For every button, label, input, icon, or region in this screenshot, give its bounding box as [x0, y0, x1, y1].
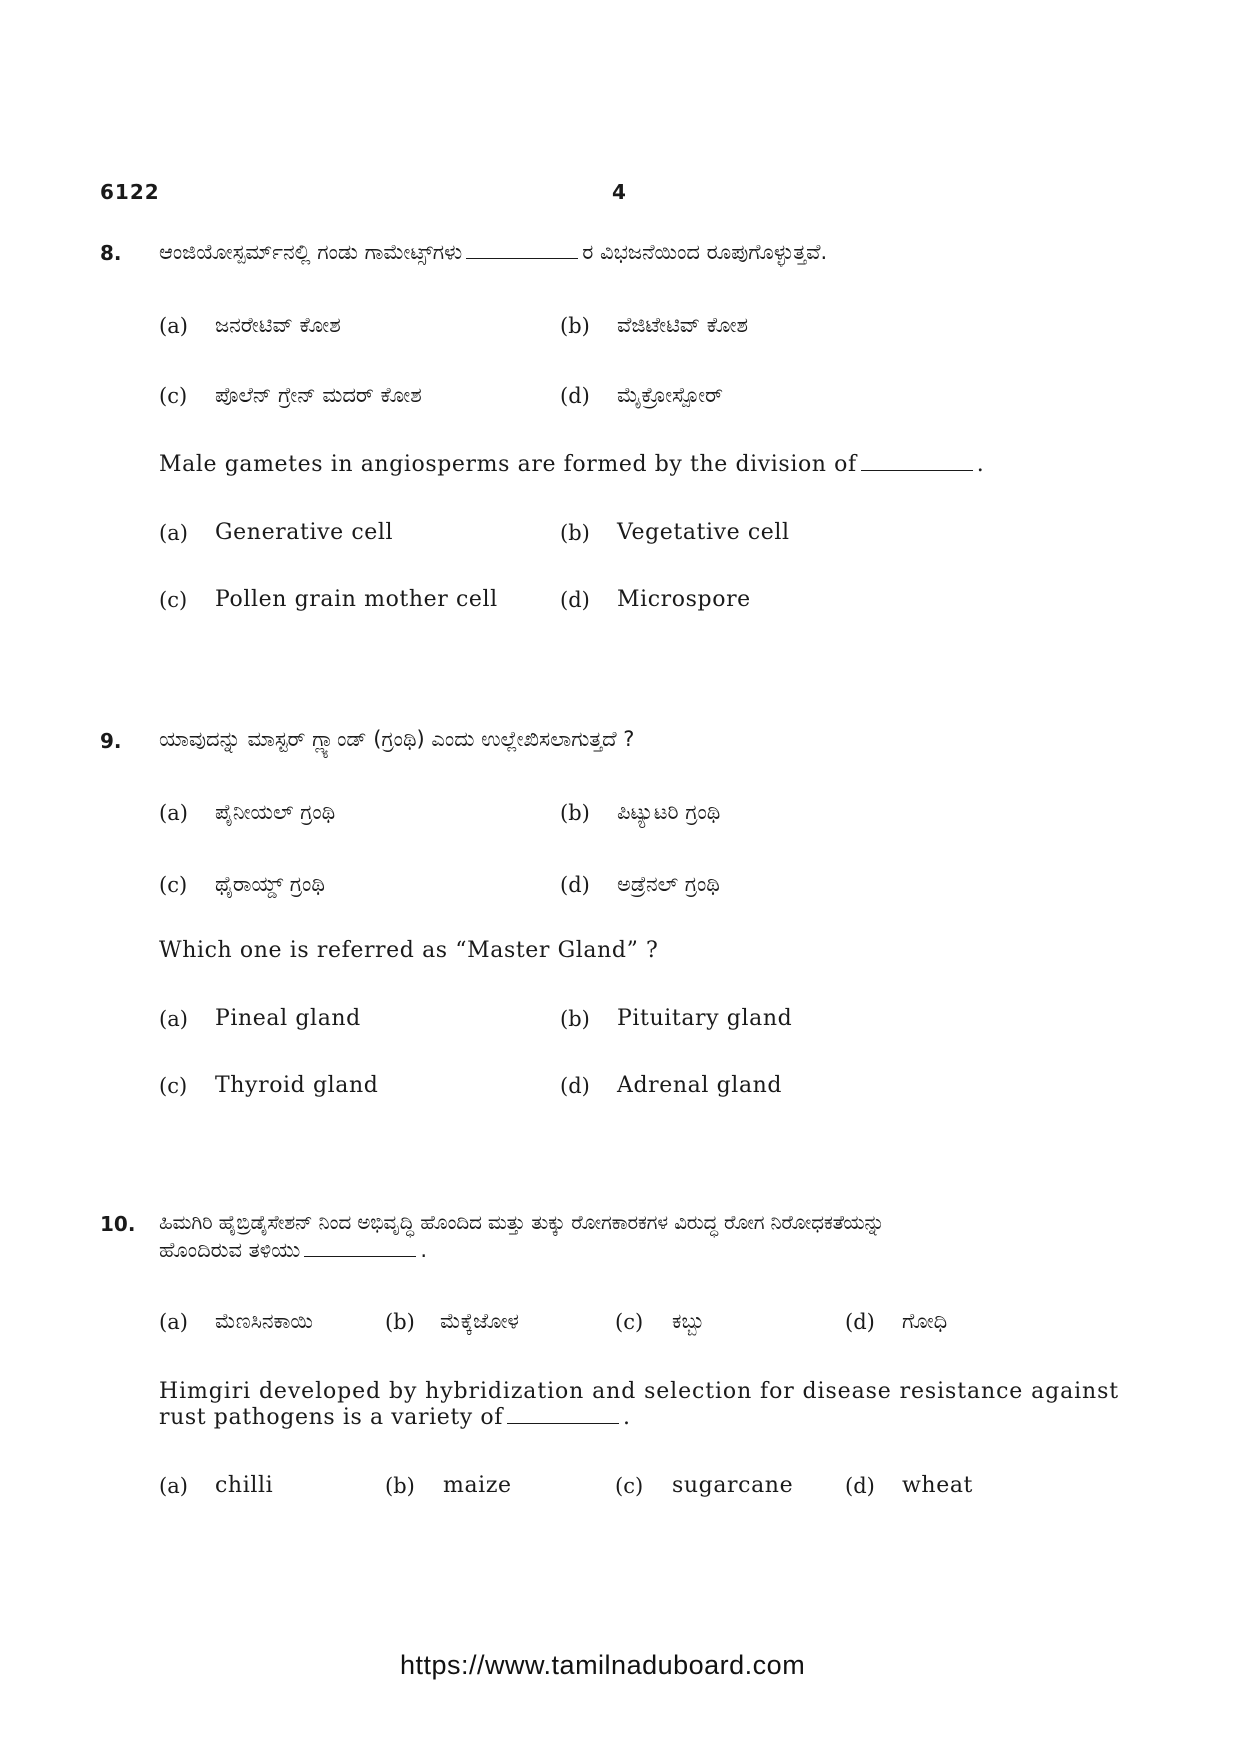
option-text: ವೆಜಿಟೇಟಿವ್ ಕೋಶ [617, 313, 748, 337]
option-label: (c) [159, 873, 188, 897]
answer-blank [304, 1238, 416, 1257]
option-label: (c) [615, 1474, 644, 1498]
option-label: (a) [159, 801, 188, 825]
option-label: (b) [560, 521, 590, 545]
option-text: Pollen grain mother cell [215, 587, 498, 612]
option-label: (c) [159, 588, 188, 612]
question-text-kannada-line2: ಹೊಂದಿರುವ ತಳಿಯು . [159, 1238, 428, 1262]
option-label: (a) [159, 1007, 188, 1031]
option-text: sugarcane [672, 1473, 794, 1498]
option-text: Adrenal gland [617, 1073, 783, 1098]
option-text: ಪಿಟ್ಯುಟರಿ ಗ್ರಂಥಿ [617, 800, 721, 824]
option-label: (a) [159, 1474, 188, 1498]
paper-code: 6122 [100, 180, 160, 204]
option-text: ಪೈನೀಯಲ್ ಗ್ರಂಥಿ [215, 800, 336, 824]
option-label: (a) [159, 1310, 188, 1334]
option-text: Generative cell [215, 520, 394, 545]
question-text-kannada-line1: ಹಿಮಗಿರಿ ಹೈಬ್ರಿಡೈಸೇಶನ್ ನಿಂದ ಅಭಿವೃದ್ಧಿ ಹೊಂದಿದ ಮತ್ತು ತುಕ್ಕು ರೋಗಕಾರಕಗಳ ವಿರುದ್ಧ ರೋಗ ನಿರೋಧಕತೆಯನ್ನು [159, 1210, 885, 1234]
answer-blank [466, 240, 578, 259]
option-text: maize [443, 1473, 512, 1498]
option-label: (d) [845, 1310, 875, 1334]
question-text-kannada: ಆಂಜಿಯೋಸ್ಪರ್ಮ್‌ನಲ್ಲಿ ಗಂಡು ಗಾಮೇಟ್ಸ್‌ಗಳು ರ ವಿಭಜನೆಯಿಂದ ರೂಪುಗೊಳ್ಳುತ್ತವೆ. [159, 240, 828, 264]
option-label: (d) [560, 1074, 590, 1098]
option-text: ಜನರೇಟಿವ್ ಕೋಶ [215, 313, 341, 337]
option-label: (d) [560, 873, 590, 897]
page-number: 4 [612, 180, 627, 204]
option-text: Microspore [617, 587, 751, 612]
question-text-english-line2: rust pathogens is a variety of . [159, 1405, 631, 1430]
option-text: Vegetative cell [617, 520, 790, 545]
option-text: ಅಡ್ರೆನಲ್ ಗ್ರಂಥಿ [617, 872, 720, 896]
option-text: Pineal gland [215, 1006, 361, 1031]
question-number: 10. [100, 1212, 136, 1236]
option-label: (a) [159, 521, 188, 545]
option-label: (b) [385, 1310, 415, 1334]
option-label: (d) [845, 1474, 875, 1498]
option-text: wheat [902, 1473, 973, 1498]
option-text: ಮೆಣಸಿನಕಾಯಿ [215, 1309, 313, 1333]
option-label: (b) [385, 1474, 415, 1498]
question-text-english: Male gametes in angiosperms are formed by the division of . [159, 452, 985, 477]
option-text: ಕಬ್ಬು [672, 1309, 705, 1333]
option-text: chilli [215, 1473, 274, 1498]
option-label: (b) [560, 314, 590, 338]
option-text: Pituitary gland [617, 1006, 793, 1031]
question-number: 9. [100, 729, 122, 753]
question-number: 8. [100, 241, 122, 265]
option-label: (a) [159, 314, 188, 338]
option-text: ಪೊಲೆನ್ ಗ್ರೇನ್ ಮದರ್ ಕೋಶ [215, 383, 422, 407]
option-label: (c) [159, 384, 188, 408]
option-text: Thyroid gland [215, 1073, 379, 1098]
question-text-kannada: ಯಾವುದನ್ನು ಮಾಸ್ಟರ್ ಗ್ಲ್ಯಾಂಡ್ (ಗ್ರಂಥಿ) ಎಂದು ಉಲ್ಲೇಖಿಸಲಾಗುತ್ತದೆ ? [159, 727, 635, 751]
option-text: ಮೆಕ್ಕೆಜೋಳ [440, 1309, 519, 1333]
option-label: (b) [560, 1007, 590, 1031]
option-label: (d) [560, 588, 590, 612]
answer-blank [507, 1405, 619, 1424]
answer-blank [861, 452, 973, 471]
option-text: ಗೋಧಿ [902, 1309, 948, 1333]
footer-url[interactable]: https://www.tamilnaduboard.com [400, 1650, 806, 1680]
option-label: (c) [159, 1074, 188, 1098]
option-label: (b) [560, 801, 590, 825]
option-text: ಥೈರಾಯ್ಡ್ ಗ್ರಂಥಿ [215, 872, 325, 896]
question-text-english: Which one is referred as “Master Gland” ? [159, 938, 659, 963]
question-text-english-line1: Himgiri developed by hybridization and selection for disease resistance against [159, 1379, 1120, 1404]
option-text: ಮೈಕ್ರೋಸ್ಪೋರ್ [617, 383, 723, 407]
option-label: (c) [615, 1310, 644, 1334]
option-label: (d) [560, 384, 590, 408]
